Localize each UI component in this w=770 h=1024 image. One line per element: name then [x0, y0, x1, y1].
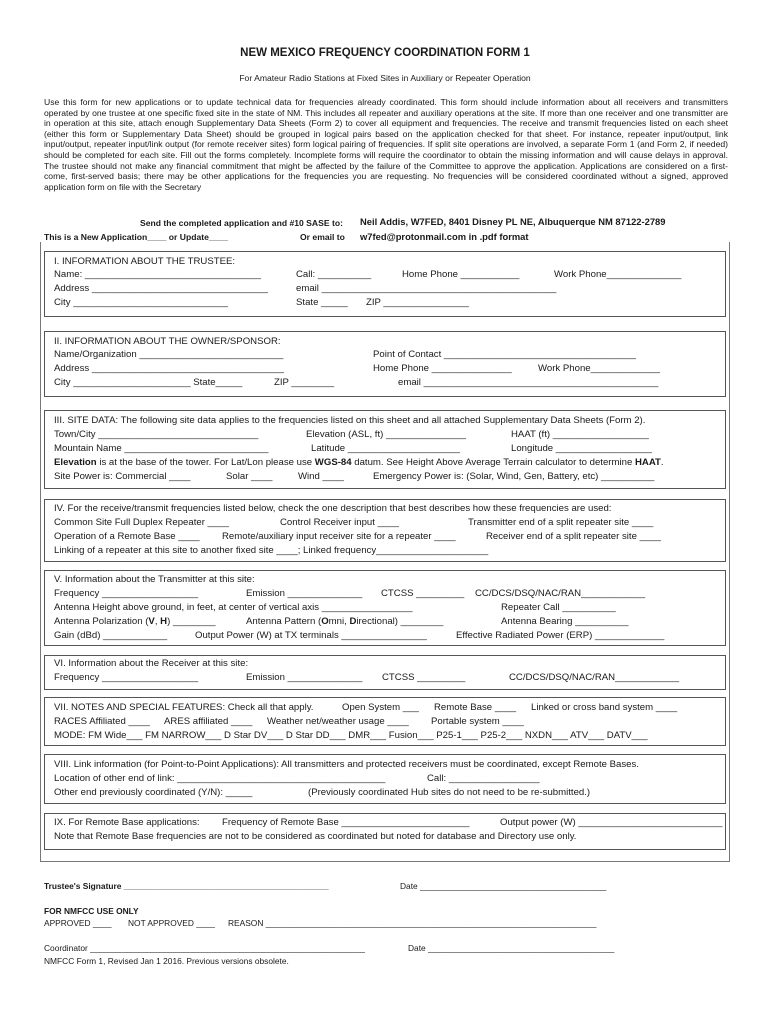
- rx-cdcs-field[interactable]: CC/DCS/DSQ/NAC/RAN____________: [509, 672, 680, 683]
- section-link: [44, 754, 726, 804]
- rx-emission-field[interactable]: Emission ______________: [246, 672, 363, 683]
- section-notes: [44, 697, 726, 746]
- hub-note: (Previously coordinated Hub sites do not need to be re-submitted.): [308, 787, 591, 798]
- remote-base-checkbox[interactable]: Operation of a Remote Base ____: [54, 531, 200, 542]
- trustee-city-field[interactable]: City _____________________________: [54, 297, 228, 308]
- trustee-zip-field[interactable]: ZIP ________________: [366, 297, 469, 308]
- section-heading: VI. Information about the Receiver at this site:: [54, 658, 249, 669]
- other-end-coordinated-field[interactable]: Other end previously coordinated (Y/N): _____: [54, 787, 253, 798]
- site-power-wind[interactable]: Wind ____: [298, 471, 344, 482]
- revision-note: NMFCC Form 1, Revised Jan 1 2016. Previous versions obsolete.: [44, 956, 289, 966]
- section-heading: III. SITE DATA: The following site data applies to the frequencies listed on this sheet and all attached Supplementary Data Sheets (Form 2).: [54, 415, 646, 426]
- weather-checkbox[interactable]: Weather net/weather usage ____: [267, 716, 409, 727]
- gain-field[interactable]: Gain (dBd) ____________: [54, 630, 168, 641]
- section-heading: I. INFORMATION ABOUT THE TRUSTEE:: [54, 256, 236, 267]
- site-power-commercial[interactable]: Site Power is: Commercial ____: [54, 471, 191, 482]
- portable-checkbox[interactable]: Portable system ____: [431, 716, 524, 727]
- owner-home-phone-field[interactable]: Home Phone _______________: [373, 363, 512, 374]
- trustee-email-field[interactable]: email ____________________________________________: [296, 283, 557, 294]
- owner-poc-field[interactable]: Point of Contact ____________________________________: [373, 349, 637, 360]
- town-field[interactable]: Town/City ______________________________: [54, 429, 259, 440]
- aux-rx-checkbox[interactable]: Remote/auxiliary input receiver site for a repeater ____: [222, 531, 456, 542]
- tx-end-checkbox[interactable]: Transmitter end of a split repeater site ____: [468, 517, 654, 528]
- new-or-update: This is a New Application____ or Update____: [44, 232, 229, 242]
- section-owner: [44, 331, 726, 397]
- coordinator-date-field[interactable]: Date ________________________________________: [408, 943, 615, 953]
- trustee-work-phone-field[interactable]: Work Phone______________: [554, 269, 682, 280]
- section-site-data: [44, 410, 726, 489]
- erp-field[interactable]: Effective Radiated Power (ERP) _____________: [456, 630, 665, 641]
- trustee-name-field[interactable]: Name: _________________________________: [54, 269, 261, 280]
- antenna-bearing-field[interactable]: Antenna Bearing __________: [501, 616, 629, 627]
- linked-system-checkbox[interactable]: Linked or cross band system ____: [531, 702, 678, 713]
- repeater-call-field[interactable]: Repeater Call __________: [501, 602, 616, 613]
- open-system-checkbox[interactable]: Open System ___: [342, 702, 419, 713]
- coordinator-field[interactable]: Coordinator ___________________________________________________________: [44, 943, 365, 953]
- section-trustee: [44, 251, 726, 317]
- antenna-height-field[interactable]: Antenna Height above ground, in feet, at center of vertical axis _________________: [54, 602, 413, 613]
- rx-ctcss-field[interactable]: CTCSS _________: [382, 672, 466, 683]
- rx-frequency-field[interactable]: Frequency __________________: [54, 672, 199, 683]
- mailing-address: Neil Addis, W7FED, 8401 Disney PL NE, Albuquerque NM 87122-2789: [360, 216, 666, 227]
- section-heading: VIII. Link information (for Point-to-Point Applications): All transmitters and protected receivers must be coordinated, except Remote Bases.: [54, 759, 639, 770]
- approved-field[interactable]: APPROVED ____: [44, 918, 112, 928]
- mode-checkboxes[interactable]: MODE: FM Wide___ FM NARROW___ D Star DV___ D Star DD___ DMR___ Fusion___ P25-1___ P25-2___ NXDN___ ATV___ DATV___: [54, 730, 648, 741]
- control-rx-checkbox[interactable]: Control Receiver input ____: [280, 517, 399, 528]
- emergency-power-field[interactable]: Emergency Power is: (Solar, Wind, Gen, Battery, etc) __________: [373, 471, 655, 482]
- trustee-state-field[interactable]: State _____: [296, 297, 348, 308]
- owner-name-field[interactable]: Name/Organization ___________________________: [54, 349, 284, 360]
- form-subtitle: For Amateur Radio Stations at Fixed Sites in Auxiliary or Repeater Operation: [239, 73, 531, 83]
- trustee-address-field[interactable]: Address _________________________________: [54, 283, 268, 294]
- section-remote-base: [44, 813, 726, 850]
- races-checkbox[interactable]: RACES Affiliated ____: [54, 716, 150, 727]
- latitude-field[interactable]: Latitude _____________________: [311, 443, 460, 454]
- elevation-note: Elevation is at the base of the tower. For Lat/Lon please use WGS-84 datum. See Height Above Average Terrain calculator to determine HAAT.: [54, 457, 664, 468]
- section-heading: IV. For the receive/transmit frequencies listed below, check the one description that best describes how these frequencies are used:: [54, 503, 612, 514]
- csfd-checkbox[interactable]: Common Site Full Duplex Repeater ____: [54, 517, 229, 528]
- remote-base-frequency-field[interactable]: Frequency of Remote Base ________________________: [222, 817, 470, 828]
- owner-address-field[interactable]: Address ____________________________________: [54, 363, 284, 374]
- section-usage: [44, 499, 726, 562]
- or-email-label: Or email to: [300, 232, 345, 242]
- mountain-field[interactable]: Mountain Name ___________________________: [54, 443, 269, 454]
- nmfcc-use-heading: FOR NMFCC USE ONLY: [44, 906, 139, 916]
- trustee-call-field[interactable]: Call: __________: [296, 269, 372, 280]
- owner-city-state-field[interactable]: City ______________________ State_____: [54, 377, 243, 388]
- trustee-signature-field[interactable]: Trustee's Signature ____________________________________________: [44, 881, 329, 891]
- submit-email: w7fed@protonmail.com in .pdf format: [360, 231, 529, 242]
- longitude-field[interactable]: Longitude __________________: [511, 443, 652, 454]
- section-transmitter: [44, 570, 726, 646]
- reason-field[interactable]: REASON _______________________________________________________________________: [228, 918, 597, 928]
- section-heading: IX. For Remote Base applications:: [54, 817, 200, 828]
- owner-zip-field[interactable]: ZIP ________: [274, 377, 335, 388]
- tx-frequency-field[interactable]: Frequency __________________: [54, 588, 199, 599]
- site-power-solar[interactable]: Solar ____: [226, 471, 273, 482]
- remote-base-output-field[interactable]: Output power (W) ___________________________: [500, 817, 723, 828]
- linking-checkbox[interactable]: Linking of a repeater at this site to another fixed site ____; Linked frequency_____________________: [54, 545, 489, 556]
- tx-cdcs-field[interactable]: CC/DCS/DSQ/NAC/RAN____________: [475, 588, 646, 599]
- rx-end-checkbox[interactable]: Receiver end of a split repeater site ____: [486, 531, 661, 542]
- antenna-pattern-field[interactable]: Antenna Pattern (Omni, Directional) ________: [246, 616, 444, 627]
- signature-date-field[interactable]: Date ________________________________________: [400, 881, 607, 891]
- not-approved-field[interactable]: NOT APPROVED ____: [128, 918, 215, 928]
- section-heading: II. INFORMATION ABOUT THE OWNER/SPONSOR:: [54, 336, 281, 347]
- tx-ctcss-field[interactable]: CTCSS _________: [381, 588, 465, 599]
- haat-field[interactable]: HAAT (ft) __________________: [511, 429, 649, 440]
- send-label: Send the completed application and #10 SASE to:: [140, 218, 343, 228]
- remote-base-note: Note that Remote Base frequencies are not to be considered as coordinated but noted for database and Directory use only.: [54, 831, 577, 842]
- section-heading: V. Information about the Transmitter at this site:: [54, 574, 255, 585]
- owner-email-field[interactable]: email ____________________________________________: [398, 377, 659, 388]
- link-call-field[interactable]: Call: _________________: [427, 773, 540, 784]
- section-receiver: [44, 655, 726, 690]
- section-heading: VII. NOTES AND SPECIAL FEATURES: Check all that apply.: [54, 702, 314, 713]
- form-title: NEW MEXICO FREQUENCY COORDINATION FORM 1: [240, 47, 530, 59]
- trustee-home-phone-field[interactable]: Home Phone ___________: [402, 269, 520, 280]
- tx-emission-field[interactable]: Emission ______________: [246, 588, 363, 599]
- intro-paragraph: Use this form for new applications or to update technical data for frequencies already coordinated. This form should include information about all receivers and transmitters operated by one trustee at one specific fixed site in the state of NM. This includes all repeater and auxiliary operations at the site. If more than one receiver and one transmitter are in operation at this site, attach enough Supplementary Data Sheets (Form 2) to cover all equipment and frequencies. The receive and transmit frequencies listed on each sheet (either this form or Supplementary Data Sheet) should be grouped in logical pairs based on the application checked for that sheet. For instance, repeater input/output, link input/output, repeater input/link output (for remote receiver sites) form logical pairing of frequencies. If split site operations are involved, a separate Form 1 (and Form 2, if needed) should be completed for each site. Fill out the forms completely. Incomplete forms will require the coordinator to obtain the missing information and will cause delays in approval. The trustee should not make any financial commitment that might be affected by the failure of the Committee to approve the application. Applications are considered on a first-come, first-served basis; there may be other applications for the frequencies you are requesting. No frequencies will be considered coordinated without a signed, approved application form on file with the Secretary: [44, 97, 728, 192]
- ares-checkbox[interactable]: ARES affiliated ____: [164, 716, 253, 727]
- elevation-field[interactable]: Elevation (ASL, ft) _______________: [306, 429, 467, 440]
- antenna-polarization-field[interactable]: Antenna Polarization (V, H) ________: [54, 616, 216, 627]
- remote-base-feature-checkbox[interactable]: Remote Base ____: [434, 702, 517, 713]
- output-power-field[interactable]: Output Power (W) at TX terminals ________________: [195, 630, 427, 641]
- owner-work-phone-field[interactable]: Work Phone_____________: [538, 363, 660, 374]
- link-location-field[interactable]: Location of other end of link: _______________________________________: [54, 773, 386, 784]
